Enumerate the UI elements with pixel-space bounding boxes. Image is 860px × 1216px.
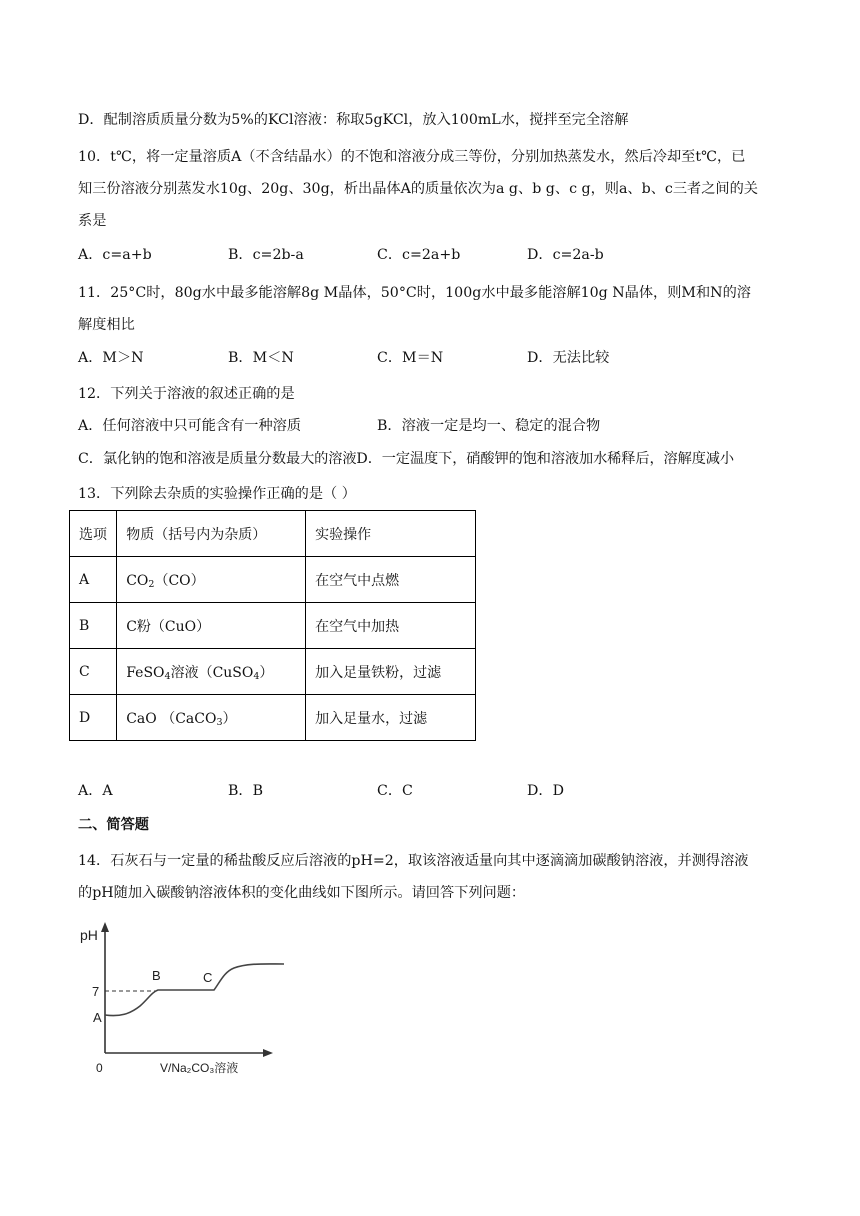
table-row [70, 603, 476, 649]
point-b-label: B [152, 968, 161, 983]
q11-option-d: D．无法比较 [527, 350, 610, 366]
table-cell-operation: 在空气中加热 [306, 603, 476, 649]
q12-stem: 12．下列关于溶液的叙述正确的是 [78, 386, 295, 402]
q13-table [69, 510, 476, 741]
q9-option-d: D．配制溶质质量分数为5%的KCl溶液：称取5gKCl，放入100mL水，搅拌至完全溶解 [78, 112, 629, 128]
section-heading: 二、简答题 [78, 817, 149, 833]
q12-option-b: B．溶液一定是均一、稳定的混合物 [377, 418, 601, 434]
ph-curve-graph [72, 918, 292, 1080]
q11-option-c: C．M＝N [377, 350, 444, 366]
point-c-label: C [203, 970, 213, 985]
table-cell-option: A [70, 557, 117, 603]
q10-option-b: B．c=2b-a [228, 247, 304, 263]
table-cell-operation: 加入足量铁粉，过滤 [306, 649, 476, 695]
table-row [70, 649, 476, 695]
q12-option-a: A．任何溶液中只可能含有一种溶质 [78, 418, 302, 434]
table-header-cell: 选项 [70, 511, 117, 557]
q14-stem-line2: 的pH随加入碳酸钠溶液体积的变化曲线如下图所示。请回答下列问题： [78, 885, 526, 901]
x-axis-arrow [263, 1049, 273, 1057]
q13-stem: 13．下列除去杂质的实验操作正确的是（ ） [78, 486, 356, 502]
table-header-cell: 实验操作 [306, 511, 476, 557]
q12-options-ab [78, 416, 790, 436]
q11-option-a: A．M＞N [78, 350, 144, 366]
table-cell-option: D [70, 695, 117, 741]
q10-stem-line1: 10．t℃，将一定量溶质A（不含结晶水）的不饱和溶液分成三等份，分别加热蒸发水，然后冷却至t℃，已 [78, 149, 746, 165]
point-a-label: A [93, 1010, 102, 1025]
table-header-cell: 物质（括号内为杂质） [117, 511, 306, 557]
table-row [70, 695, 476, 741]
q10-option-c: C．c=2a+b [377, 247, 461, 263]
q11-options [78, 348, 790, 368]
y-tick-7: 7 [92, 984, 100, 999]
q13-option-c: C．C [377, 783, 413, 799]
y-axis-label: pH [80, 927, 98, 943]
q11-option-b: B．M＜N [228, 350, 294, 366]
q14-stem-line1: 14．石灰石与一定量的稀盐酸反应后溶液的pH=2，取该溶液适量向其中逐滴滴加碳酸钠溶液，并测得溶液 [78, 853, 749, 869]
ph-curve [105, 964, 284, 1016]
table-row [70, 557, 476, 603]
q11-stem-line2: 解度相比 [78, 317, 135, 333]
table-cell-option: C [70, 649, 117, 695]
q10-stem-line3: 系是 [78, 213, 107, 229]
table-cell-substance: C粉（CuO） [117, 603, 306, 649]
q10-option-d: D．c=2a-b [527, 247, 604, 263]
q13-options [78, 781, 790, 801]
table-cell-substance: $CO_2(CO)$ [117, 557, 306, 603]
y-axis-arrow [101, 922, 109, 932]
table-header-row [70, 511, 476, 557]
q12-options-cd: C．氯化钠的饱和溶液是质量分数最大的溶液D．一定温度下，硝酸钾的饱和溶液加水稀释后，溶解度减小 [78, 451, 734, 467]
q11-stem-line1: 11．25°C时，80g水中最多能溶解8g M晶体，50°C时，100g水中最多能溶解10g N晶体，则M和N的溶 [78, 285, 751, 301]
table-cell-substance: FeSO$_4$溶液（CuSO$_4$） [117, 649, 306, 695]
table-cell-substance: CaO （CaCO$_3$） [117, 695, 306, 741]
q10-options [78, 245, 790, 265]
origin-label: 0 [96, 1061, 103, 1075]
q13-option-b: B．B [228, 783, 264, 799]
x-axis-label: V/Na₂CO₃溶液 [160, 1061, 239, 1075]
q10-option-a: A．c=a+b [78, 247, 152, 263]
table-cell-option: B [70, 603, 117, 649]
table-cell-operation: 在空气中点燃 [306, 557, 476, 603]
q13-option-d: D．D [527, 783, 564, 799]
q10-stem-line2: 知三份溶液分别蒸发水10g、20g、30g，析出晶体A的质量依次为a g、b g、c g，则a、b、c三者之间的关 [78, 181, 758, 197]
table-cell-operation: 加入足量水，过滤 [306, 695, 476, 741]
q13-option-a: A．A [78, 783, 113, 799]
